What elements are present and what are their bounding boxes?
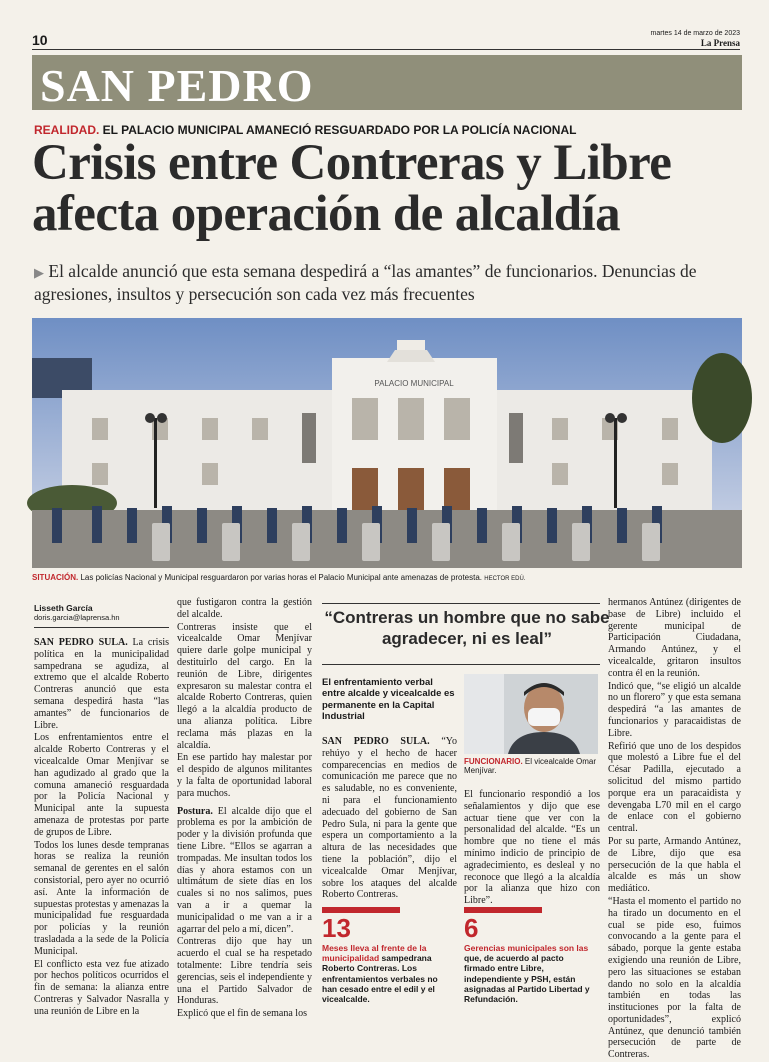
paragraph-text: El alcalde dijo que el problema es por la ambición de poder y la división profunda que tiene Libre. “Ellos se agarran a trompadas. Me insultan todos los días y ahora estamos con un ultimátum de siete días en los cuales si no nos salimos, pues van a ir a quemar la municipalidad o me van a ir a agarrar del pelo a mí, dicen”.: [177, 805, 312, 935]
quote-bottom-rule: [322, 664, 600, 665]
issue-date: martes 14 de marzo de 2023: [650, 30, 740, 37]
stat-lead: Gerencias municipales son las: [464, 943, 589, 953]
stat-box: [464, 907, 594, 1004]
stat-number: 13: [322, 913, 351, 943]
subhead-label: Postura.: [177, 805, 213, 817]
inset-caption-text: El vicealcalde Omar Menjívar.: [464, 757, 597, 775]
stat-text: [322, 943, 452, 1004]
paragraph: Todos los lunes desde tempranas horas se realiza la reunión semanal de gerentes en el salón consistorial, pero ayer no ocurrió así. Ante la información de supuestas protestas y amenazas la municipalidad fue resguardada por policías y la reunión trasladada a la sede de la Policía Municipal.: [34, 839, 169, 957]
main-photo: [32, 318, 742, 568]
paragraph: Refirió que uno de los despidos que molestó a Libre fue el del César Padilla, ejecutado a solicitud del mismo partido porque era un paracaidista y devengaba L70 mil en el cargo de enlace con el gobierno central.: [608, 740, 741, 835]
building-sign: PALACIO MUNICIPAL: [374, 379, 454, 388]
sidebar-subhead: El enfrentamiento verbal entre alcalde y vicealcalde es permanente en la Capital Industrial: [322, 677, 455, 723]
page-number: 10: [32, 32, 48, 48]
paragraph: [322, 736, 457, 901]
byline-divider: [34, 627, 169, 628]
paragraph: El funcionario respondió a los señalamientos y dijo que ese actuar tiene que ver con la personalidad del alcalde. “Es un hombre que no tiene el más mínimo indicio de principio de agradecimiento, es desleal y no reconoce que llegó a la alcaldía por la alianza que hizo con Libre”.: [464, 789, 600, 907]
inset-caption-label: FUNCIONARIO.: [464, 757, 523, 766]
paragraph: [34, 637, 169, 731]
stat-box: [322, 907, 452, 1004]
deck-text: El alcalde anunció que esta semana despedirá a “las amantes” de funcionarios. Denuncias de agresiones, insultos y persecución son cada vez más frecuentes: [34, 261, 697, 304]
paragraph: [177, 806, 312, 936]
portrait-illustration: [464, 674, 598, 754]
quote-top-rule: [322, 603, 600, 604]
deck: [34, 260, 749, 306]
kicker-label: REALIDAD.: [34, 123, 100, 137]
section-banner: [32, 55, 742, 110]
column-4: [464, 789, 600, 908]
stat-body: sampedrana Roberto Contreras. Los enfrentamientos verbales no han cesado entre el edil y el vicealcalde.: [322, 953, 438, 1004]
headline: Crisis entre Contreras y Libre afecta operación de alcaldía: [32, 135, 672, 242]
municipal-palace-illustration: [32, 318, 742, 568]
paragraph-text: La crisis política en la municipalidad sampedrana se agudiza, al extremo que el alcalde Roberto Contreras anunció que esta semana despedirá hasta “las amantes” de funcionarios de Libre.: [34, 637, 169, 731]
column-5: [608, 597, 741, 1062]
column-3: [322, 736, 457, 902]
publication-name: La Prensa: [700, 38, 740, 48]
inset-photo: [464, 674, 598, 754]
paragraph: “Hasta el momento el partido no ha tirado un documento en el cual se pide eso, fuimos convocando a la gente para el sábado, porque la gente estaba exigiendo una reunión de Libre, pero las situaciones se estaban dando no solo en la alcaldía también en todas las instituciones por la falta de oportunidades”, explicó Antúnez, que denunció también persecución de parte de Contreras.: [608, 895, 741, 1061]
page-header: [32, 30, 740, 50]
section-title: SAN PEDRO: [40, 60, 314, 111]
dateline: SAN PEDRO SULA.: [322, 736, 430, 747]
paragraph: Explicó que el fin de semana los: [177, 1008, 307, 1020]
paragraph: Los enfrentamientos entre el alcalde Roberto Contreras y el vicealcalde Omar Menjívar se han agudizado al grado que la comuna amaneció resguardada por la Policía Nacional y Municipal ante la supuesta amenaza de protestas por parte de grupos de Libre.: [34, 732, 169, 838]
paragraph: Indicó que, “se eligió un alcalde no un florero” y que esta semana despedirá “a las amantes de funcionarios y paracaidistas de Libre.: [608, 680, 741, 739]
paragraph: Contreras dijo que hay un acuerdo el cual se ha respetado totalmente: Libre tendría seis gerencias, seis el independiente y una el Partido Salvador de Honduras.: [177, 936, 312, 1007]
deck-marker-icon: ▶: [34, 265, 44, 280]
paragraph: hermanos Antúnez (dirigentes de base de Libre) incluido el gerente municipal de Participación Ciudadana, Armando Antúnez, y el vicealcalde, gritaron insultos contra él en la reunión.: [608, 597, 741, 679]
dateline: SAN PEDRO SULA.: [34, 637, 128, 648]
author-name: Lisseth García: [34, 603, 93, 613]
column-1: [34, 603, 169, 1019]
kicker-text: EL PALACIO MUNICIPAL AMANECIÓ RESGUARDADO POR LA POLICÍA NACIONAL: [99, 123, 577, 137]
column-2: [177, 597, 312, 1021]
caption-label: SITUACIÓN.: [32, 573, 79, 582]
paragraph: que fustigaron contra la gestión del alcalde.: [177, 597, 312, 620]
paragraph-text: “Yo rehúyo y el hecho de hacer comparecencias en medios de comunicación me parece que no es saludable, no es conveniente, ni para el funcionamiento adecuado del gobierno de San Pedro Sula, ni para la gente que espera un comportamiento a la altura de las necesidades que tiene la población”, dijo el vicealcalde Omar Menjívar, sobre los ataques del alcalde Roberto Contreras.: [322, 736, 457, 901]
stat-number: 6: [464, 913, 479, 943]
stat-text: [464, 943, 594, 1004]
photo-credit: HECTOR EDÚ.: [484, 576, 526, 582]
paragraph: En ese partido hay malestar por el despido de algunos militantes y la falta de oportunidad laboral para muchos.: [177, 752, 312, 799]
paragraph: El conflicto esta vez fue atizado por hechos políticos ocurridos el fin de semana: la alianza entre Contreras y Salvador Nasralla y una reunión de Libre en la: [34, 958, 169, 1017]
paragraph: Por su parte, Armando Antúnez, de Libre, dijo que esa persecución de la que habla el alcalde es más un show mediático.: [608, 835, 741, 895]
inset-caption: [464, 757, 604, 775]
caption-text: Las policías Nacional y Municipal resguardaron por varias horas el Palacio Municipal ante amenazas de protesta.: [78, 573, 483, 582]
paragraph: Contreras insiste que el vicealcalde Omar Menjívar quiere darle golpe municipal y destituirlo del cargo. En la reunión de Libre, dirigentes expresaron su malestar contra el alcalde Roberto Contreras, quien llegó a la alcaldía producto de una alianza política. Libre reclama más plazas en la alcaldía.: [177, 621, 312, 751]
author-email: doris.garcia@laprensa.hn: [34, 613, 120, 622]
photo-caption: [32, 573, 742, 582]
stat-lead: Meses lleva al frente de la municipalidad: [322, 943, 427, 964]
pull-quote: “Contreras un hombre que no sabe agradecer, ni es leal”: [324, 608, 610, 649]
stat-body: que, de acuerdo al pacto firmado entre Libre, independiente y PSH, están asignadas al Partido Libertad y Refundación.: [464, 953, 590, 1004]
